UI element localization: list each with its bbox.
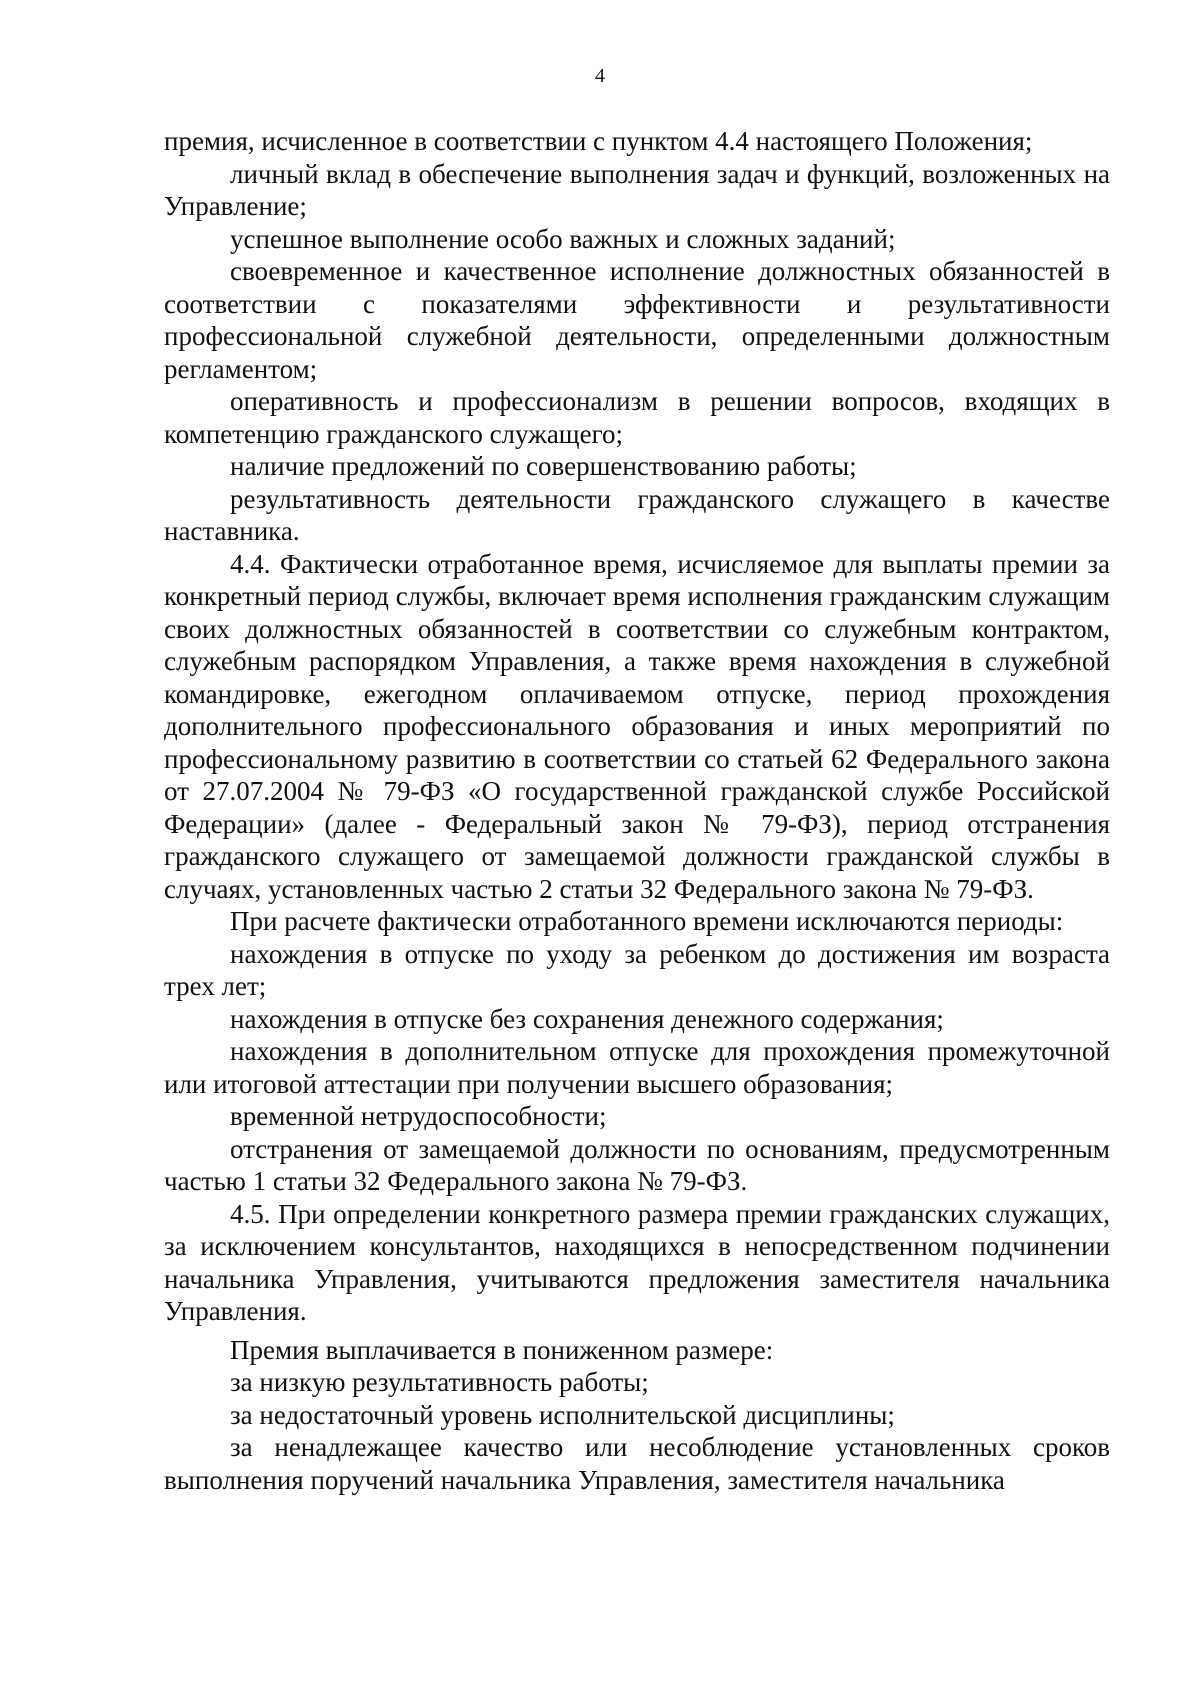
paragraph: временной нетрудоспособности; xyxy=(230,1101,607,1131)
paragraph: 4.4. Фактически отработанное время, исчисляемое для выплаты премии за конкретный период службы, включает время исполнения гражданским служащим своих должностных обязанностей в соответствии со служебным контрактом, служебным распорядком Управления, а также время нахождения в служебной командировке, ежегодном оплачиваемом отпуске, период прохождения дополнительного профессионального образования и иных мероприятий по профессиональному развитию в соответствии со статьей 62 Федерального закона от 27.07.2004 № 79-ФЗ «О государственной гражданской службе Российской Федерации» (далее - Федеральный закон № 79-ФЗ), период отстранения гражданского служащего от замещаемой должности гражданской службы в случаях, установленных частью 2 статьи 32 Федерального закона № 79-ФЗ. xyxy=(164,548,1110,904)
paragraph: своевременное и качественное исполнение должностных обязанностей в соответствии с показателями эффективности и результативности профессиональной служебной деятельности, определенными должностным регламентом; xyxy=(164,256,1110,384)
paragraph: результативность деятельности гражданского служащего в качестве наставника. xyxy=(164,483,1110,546)
paragraph: за низкую результативность работы; xyxy=(230,1367,649,1397)
paragraph: При расчете фактически отработанного времени исключаются периоды: xyxy=(230,906,1064,936)
paragraph: Премия выплачивается в пониженном размере: xyxy=(230,1334,774,1365)
paragraph: нахождения в дополнительном отпуске для прохождения промежуточной или итоговой аттестации при получении высшего образования; xyxy=(164,1036,1110,1099)
paragraph: нахождения в отпуске без сохранения денежного содержания; xyxy=(230,1003,944,1034)
paragraph: за недостаточный уровень исполнительской дисциплины; xyxy=(230,1399,895,1430)
paragraph: 4.5. При определении конкретного размера премии гражданских служащих, за исключением консультантов, находящихся в непосредственном подчинении начальника Управления, учитываются предложения заместителя начальника Управления. xyxy=(164,1198,1110,1326)
document-body xyxy=(164,125,1110,1496)
paragraph: наличие предложений по совершенствованию работы; xyxy=(230,451,857,481)
paragraph: премия, исчисленное в соответствии с пунктом 4.4 настоящего Положения; xyxy=(164,126,1033,156)
paragraph: успешное выполнение особо важных и сложных заданий; xyxy=(230,223,896,254)
paragraph: личный вклад в обеспечение выполнения задач и функций, возложенных на Управление; xyxy=(164,158,1110,221)
paragraph: за ненадлежащее качество или несоблюдение установленных сроков выполнения поручений начальника Управления, заместителя начальника xyxy=(164,1432,1110,1495)
paragraph: оперативность и профессионализм в решении вопросов, входящих в компетенцию гражданского служащего; xyxy=(164,386,1110,449)
page-number: 4 xyxy=(595,65,605,87)
paragraph: нахождения в отпуске по уходу за ребенком до достижения им возраста трех лет; xyxy=(164,938,1110,1001)
paragraph: отстранения от замещаемой должности по основаниям, предусмотренным частью 1 статьи 32 Федерального закона № 79-ФЗ. xyxy=(164,1133,1110,1196)
